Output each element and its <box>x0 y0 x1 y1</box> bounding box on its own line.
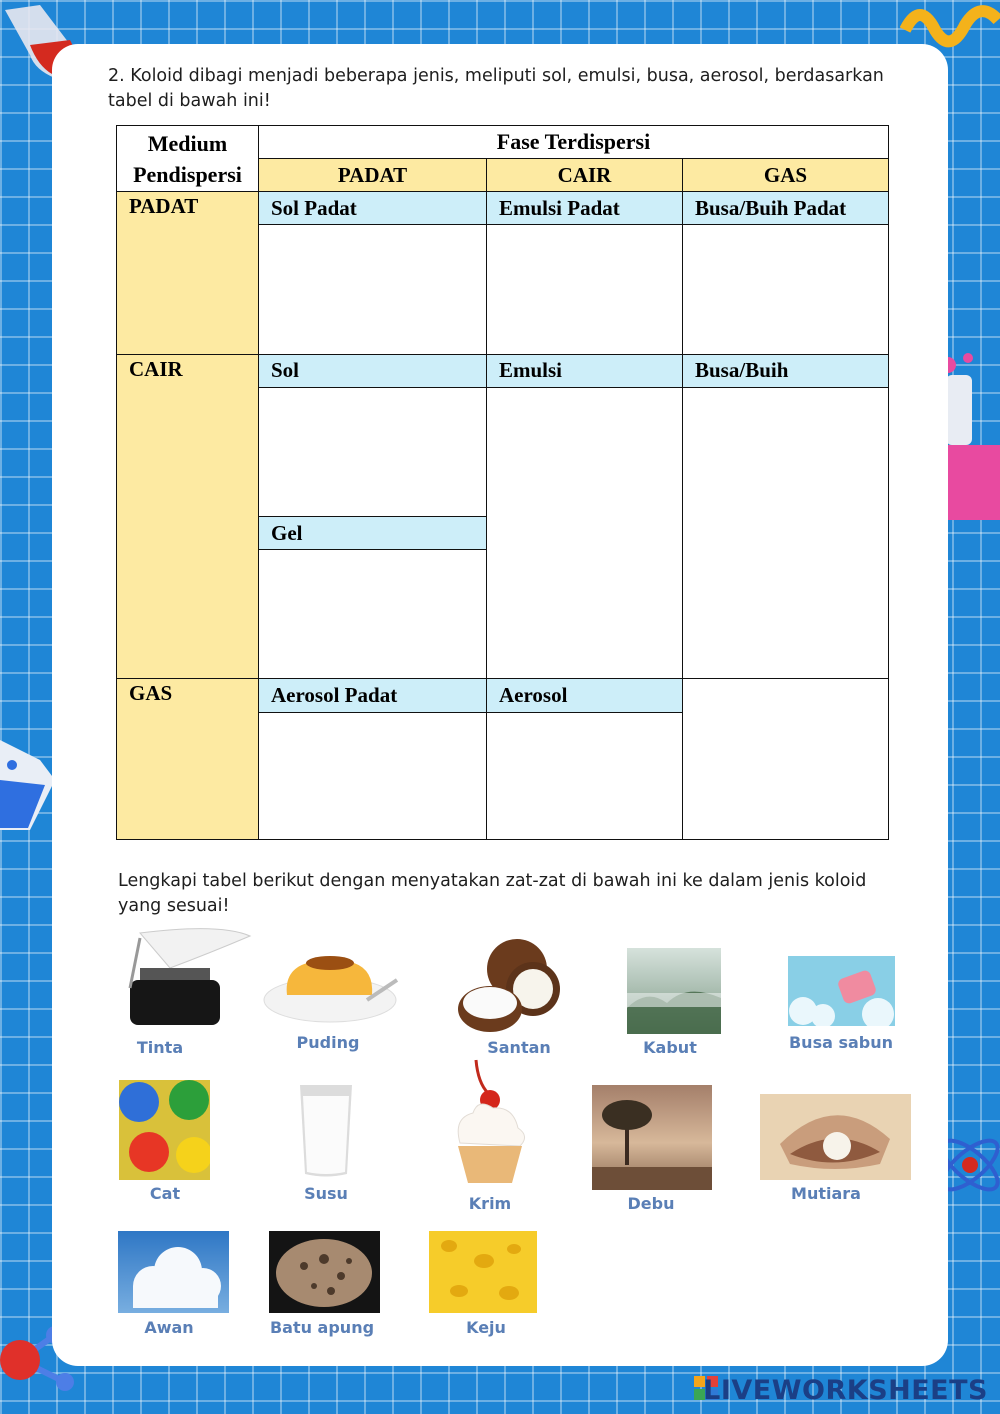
phase-gas: GAS <box>683 159 889 192</box>
type-sol: Sol <box>259 354 487 387</box>
question-text: 2. Koloid dibagi menjadi beberapa jenis, meliputi sol, emulsi, busa, aerosol, berdasarkan tabel di bawah ini! <box>108 66 884 111</box>
answer-gel[interactable] <box>259 550 487 679</box>
item-label-kabut: Kabut <box>643 1038 697 1057</box>
item-label-keju: Keju <box>466 1318 506 1337</box>
item-label-susu: Susu <box>304 1184 348 1203</box>
colloid-table <box>116 125 889 840</box>
fog-forest-icon[interactable] <box>627 948 721 1034</box>
cheese-icon[interactable] <box>429 1231 537 1313</box>
answer-emulsi-padat[interactable] <box>487 225 683 354</box>
answer-sol-padat[interactable] <box>259 225 487 354</box>
milk-glass-icon[interactable] <box>297 1082 355 1179</box>
ink-bottle-icon[interactable] <box>100 928 255 1028</box>
gas-gas-empty-cell <box>683 679 889 840</box>
item-label-santan: Santan <box>487 1038 551 1057</box>
dusty-landscape-icon[interactable] <box>592 1085 712 1190</box>
medium-header: Medium Pendispersi <box>117 126 259 192</box>
type-busa: Busa/Buih <box>683 354 889 387</box>
phase-liquid: CAIR <box>487 159 683 192</box>
medium-solid: PADAT <box>117 192 259 354</box>
type-aerosol-padat: Aerosol Padat <box>259 679 487 712</box>
item-label-mutiara: Mutiara <box>791 1184 861 1203</box>
type-aerosol: Aerosol <box>487 679 683 712</box>
answer-aerosol-padat[interactable] <box>259 712 487 839</box>
type-emulsi-padat: Emulsi Padat <box>487 192 683 225</box>
pudding-icon[interactable] <box>262 945 402 1025</box>
instruction-text: Lengkapi tabel berikut dengan menyatakan zat-zat di bawah ini ke dalam jenis koloid yang sesuai! <box>118 871 867 916</box>
item-label-awan: Awan <box>144 1318 194 1337</box>
item-label-cat: Cat <box>149 1184 181 1203</box>
whipped-cream-icon[interactable] <box>448 1058 532 1188</box>
liveworksheets-brand[interactable]: LIVEWORKSHEETS <box>703 1375 988 1406</box>
item-label-batu-apung: Batu apung <box>269 1318 375 1337</box>
answer-emulsi[interactable] <box>487 387 683 679</box>
flask-blue-icon <box>0 720 58 840</box>
medium-gas: GAS <box>117 679 259 840</box>
item-label-debu: Debu <box>627 1194 675 1213</box>
item-label-tinta: Tinta <box>136 1038 184 1057</box>
coconut-icon[interactable] <box>455 937 565 1035</box>
type-gel: Gel <box>259 517 487 550</box>
phase-header: Fase Terdispersi <box>259 126 889 159</box>
type-busa-padat: Busa/Buih Padat <box>683 192 889 225</box>
item-label-krim: Krim <box>468 1194 512 1213</box>
answer-busa[interactable] <box>683 387 889 679</box>
phase-solid: PADAT <box>259 159 487 192</box>
medium-liquid: CAIR <box>117 354 259 679</box>
type-sol-padat: Sol Padat <box>259 192 487 225</box>
paint-cans-icon[interactable] <box>119 1080 210 1180</box>
item-label-busa-sabun: Busa sabun <box>788 1033 894 1052</box>
answer-busa-padat[interactable] <box>683 225 889 354</box>
type-emulsi: Emulsi <box>487 354 683 387</box>
cloud-icon[interactable] <box>118 1231 229 1313</box>
pumice-stone-icon[interactable] <box>269 1231 380 1313</box>
item-label-puding: Puding <box>296 1033 360 1052</box>
soap-foam-icon[interactable] <box>788 956 895 1026</box>
answer-sol[interactable] <box>259 387 487 516</box>
pearl-shell-icon[interactable] <box>760 1094 911 1180</box>
answer-aerosol[interactable] <box>487 712 683 839</box>
